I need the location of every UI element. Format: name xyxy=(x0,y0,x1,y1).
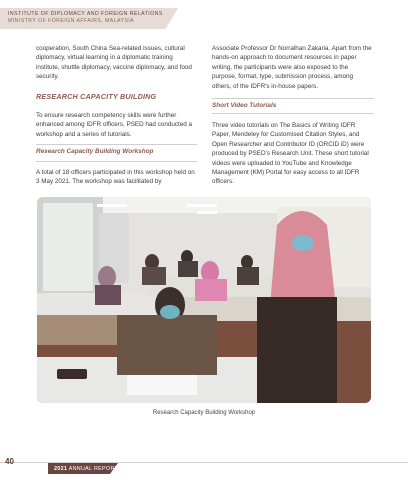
workshop-photo xyxy=(37,197,371,403)
page-number: 40 xyxy=(5,457,14,466)
tutorials-paragraph: Three video tutorials on The Basics of Writing IDFR Paper, Mendeley for Customised Citation Styles, and Open Researcher and Contributor ID (ORCID iD) were produced by PSED's Research Unit. These short tutorial videos were uploaded to YouTube and Knowledge Management (KM) Portal for easy access to all IDFR officers. xyxy=(212,122,369,186)
section-heading: RESEARCH CAPACITY BUILDING xyxy=(36,92,157,101)
organization-name: INSTITUTE OF DIPLOMACY AND FOREIGN RELATIONS xyxy=(8,11,163,17)
intro-paragraph-left: cooperation, South China Sea-related issues, cultural diplomacy, virtual learning in a diplomatic training institute, shuttle diplomacy, vaccine diplomacy, and food security. xyxy=(36,45,192,81)
section-paragraph: To ensure research competency skills were further enhanced among IDFR officers, PSED had conducted a workshop and a series of tutorials. xyxy=(36,112,192,138)
workshop-photo-illustration xyxy=(37,197,371,403)
workshop-paragraph: A total of 18 officers participated in this workshop held on 3 May 2021. The workshop was facilitated by xyxy=(36,169,195,186)
left-column-intro xyxy=(36,44,197,82)
divider xyxy=(36,161,197,162)
right-column-intro xyxy=(212,44,374,91)
divider xyxy=(212,98,374,99)
report-title: ANNUAL REPORT xyxy=(68,466,119,472)
photo-caption: Research Capacity Building Workshop xyxy=(152,410,256,416)
intro-paragraph-right: Associate Professor Dr Norralhan Zakaria. Apart from the hands-on approach to document resources in paper writing, the participants were also exposed to the purpose, format, type, submission process, among others, of the IDFR's in-house papers. xyxy=(212,45,372,90)
tutorials-subheading: Short Video Tutorials xyxy=(212,102,277,109)
report-label xyxy=(54,466,118,472)
workshop-subheading: Research Capacity Building Workshop xyxy=(36,148,154,155)
divider xyxy=(36,144,197,145)
report-year: 2021 xyxy=(54,466,68,472)
ministry-name: MINISTRY OF FOREIGN AFFAIRS, MALAYSIA xyxy=(8,18,135,24)
divider xyxy=(212,113,374,114)
